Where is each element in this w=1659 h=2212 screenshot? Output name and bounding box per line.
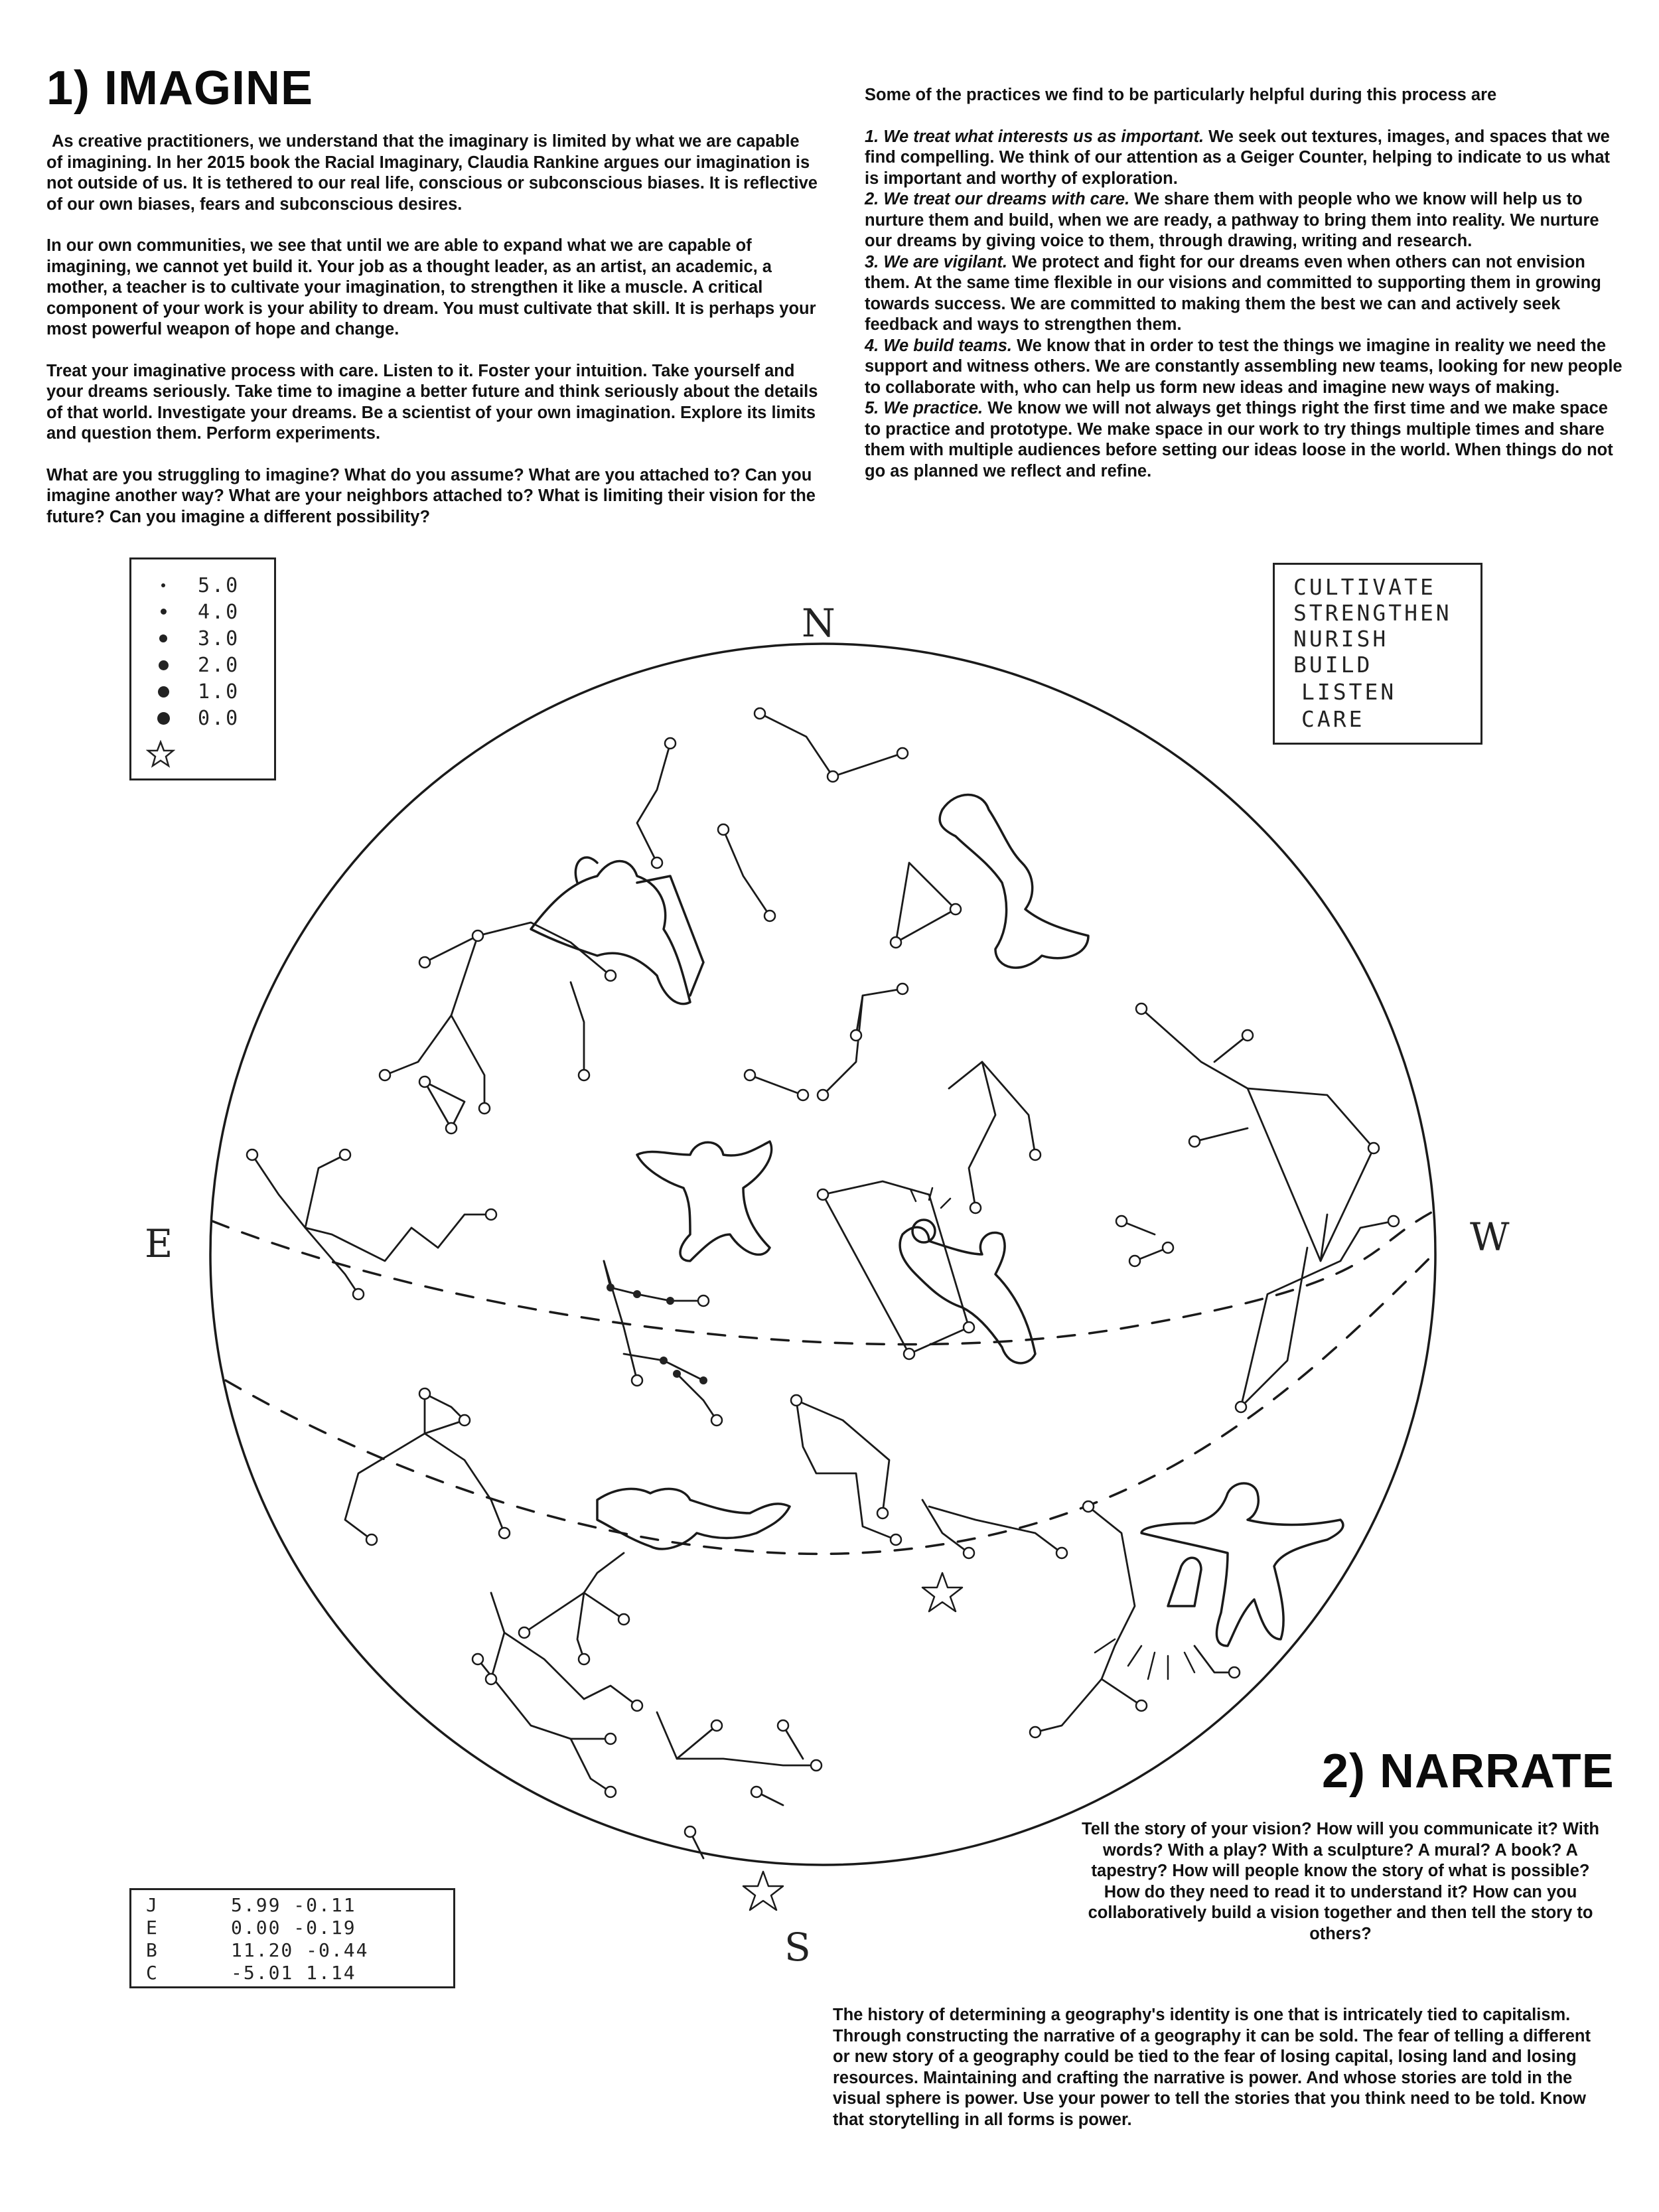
coord-label: C (146, 1962, 157, 1984)
practice-title-2: 2. We treat our dreams with care. (865, 190, 1130, 208)
figure-flying (597, 1489, 790, 1548)
magnitude-dot (157, 712, 170, 725)
verb-nurish: NURISH (1293, 626, 1389, 652)
figure-waving-bag (1168, 1558, 1201, 1606)
magnitude-value: 4.0 (198, 601, 240, 624)
compass-east: E (145, 1221, 173, 1266)
coordinates-legend (129, 1888, 455, 1988)
practice-text-3: We protect and fight for our dreams even when others can not envision them. At the same time flexible in our visions and committed to supporting them in growing towards success. We are committed to making them the best we can and actively seek feedback and ways to strengthen them. (865, 252, 1601, 334)
practice-text-4: We know that in order to test the things we imagine in reality we need the support and witness others. We are constantly assembling new teams, looking for new people to collaborate with, who can help us form new ideas and imagine new ways of making. (865, 336, 1623, 397)
sky-circle (210, 644, 1435, 1865)
magnitude-dot (161, 609, 167, 615)
narrate-heading: 2) NARRATE (1322, 1745, 1615, 1798)
verb-care: CARE (1301, 706, 1365, 732)
coord-label: B (146, 1939, 157, 1961)
magnitude-value: 5.0 (198, 574, 240, 597)
practice-text-5: We know we will not always get things right the first time and we make space to practice and prototype. We make space in our work to try things multiple times and share them with multiple audiences before setting our ideas loose in the world. When things do not go as planned we reflect and refine. (865, 399, 1613, 480)
verb-build: BUILD (1293, 652, 1373, 678)
celestial-equator (212, 1208, 1440, 1345)
practice-text-1: We seek out textures, images, and spaces that we find compelling. We think of our attention as a Geiger Counter, helping to indicate to us what is important and worthy of exploration. (865, 127, 1611, 188)
practice-text-2: We share them with people who we know will help us to nurture them and build, when we are ready, a pathway to bring them into reality. We nurture our dreams by giving voice to them, through drawing, writing and research. (865, 190, 1599, 250)
constellation-lines (252, 713, 1394, 1858)
magnitude-value: 1.0 (198, 680, 240, 703)
coord-value: 0.00 -0.19 (231, 1917, 356, 1939)
practices-lead: Some of the practices we find to be particularly helpful during this process are (865, 86, 1497, 104)
magnitude-value: 2.0 (198, 654, 240, 677)
verb-strengthen: STRENGTHEN (1293, 600, 1452, 626)
coord-value: 11.20 -0.44 (231, 1939, 369, 1961)
magnitude-legend (129, 557, 276, 780)
ecliptic (226, 1254, 1433, 1554)
magnitude-dot (159, 634, 167, 642)
figure-kneeling (940, 795, 1088, 968)
verb-cultivate: CULTIVATE (1293, 574, 1436, 600)
narrate-questions: Tell the story of your vision? How will you communicate it? With words? With a play? With a sculpture? A mural? A book? A tapestry? How will people know the story of what is possible? How do they need to read it to understand it? How can you collaboratively build a vision together and then tell the story to others? (1082, 1820, 1599, 1943)
magnitude-value: 3.0 (198, 627, 240, 650)
imagine-paragraph-4: What are you struggling to imagine? What do you assume? What are you attached to? Can you imagine another way? What are your neighbors attached to? What is limiting their vision for the future? Can you imagine a different possibility? (46, 465, 816, 526)
practice-title-3: 3. We are vigilant. (865, 252, 1007, 271)
figure-embrace (531, 861, 690, 1004)
figure-star-jump (637, 1142, 772, 1261)
practice-title-1: 1. We treat what interests us as important. (865, 127, 1204, 146)
coord-label: E (146, 1917, 157, 1939)
coord-value: 5.99 -0.11 (231, 1894, 356, 1916)
magnitude-dot (159, 660, 169, 670)
verb-listen: LISTEN (1301, 679, 1397, 705)
star-outline-1 (922, 1573, 962, 1611)
constellation-stars (247, 708, 1399, 1837)
narrate-history: The history of determining a geography's identity is one that is intricately tied to capitalism. Through constructing the narrative of a geography it can be sold. The fear of telling a different or new story of a geography could be tied to the fear of losing capital, losing land and losing resources. Maintaining and crafting the narrative is power. And whose stories are told in the visual sphere is power. Use your power to tell the stories that you think need to be told. Know that storytelling in all forms is power. (833, 2006, 1591, 2129)
star-icon (146, 740, 175, 768)
imagine-paragraph-1: As creative practitioners, we understand that the imaginary is limited by what we are capable of imagining. In her 2015 book the Racial Imaginary, Claudia Rankine argues our imagination is not outside of us. It is tethered to our real life, conscious or subconscious biases. It is reflective of our own biases, fears and subconscious desires. (46, 132, 818, 214)
magnitude-dot (161, 583, 165, 587)
compass-west: W (1470, 1215, 1510, 1260)
magnitude-value: 0.0 (198, 707, 240, 730)
practice-title-4: 4. We build teams. (865, 336, 1013, 355)
imagine-paragraph-2: In our own communities, we see that until we are able to expand what we are capable of imagining, we cannot yet build it. Your job as a thought leader, as an artist, an academic, a mother, a teacher is to cultivate your imagination, to strengthen it like a muscle. A critical component of your work is your ability to dream. You must cultivate that skill. It is perhaps your most powerful weapon of hope and change. (46, 236, 816, 338)
magnitude-dot (158, 686, 169, 698)
imagine-paragraph-3: Treat your imaginative process with care. Listen to it. Foster your intuition. Take yourself and your dreams seriously. Take time to imagine a better future and think seriously about the details of that world. Investigate your dreams. Be a scientist of your own imagination. Explore its limits and question them. Perform experiments. (46, 361, 818, 443)
coord-label: J (146, 1894, 157, 1916)
coord-value: -5.01 1.14 (231, 1962, 356, 1984)
imagine-heading: 1) IMAGINE (46, 62, 314, 115)
practice-title-5: 5. We practice. (865, 399, 983, 417)
verbs-legend (1273, 563, 1482, 745)
figure-reaching-orb (912, 1220, 935, 1242)
compass-north: N (802, 601, 835, 646)
star-outline-2 (743, 1872, 783, 1910)
compass-south: S (784, 1925, 811, 1970)
